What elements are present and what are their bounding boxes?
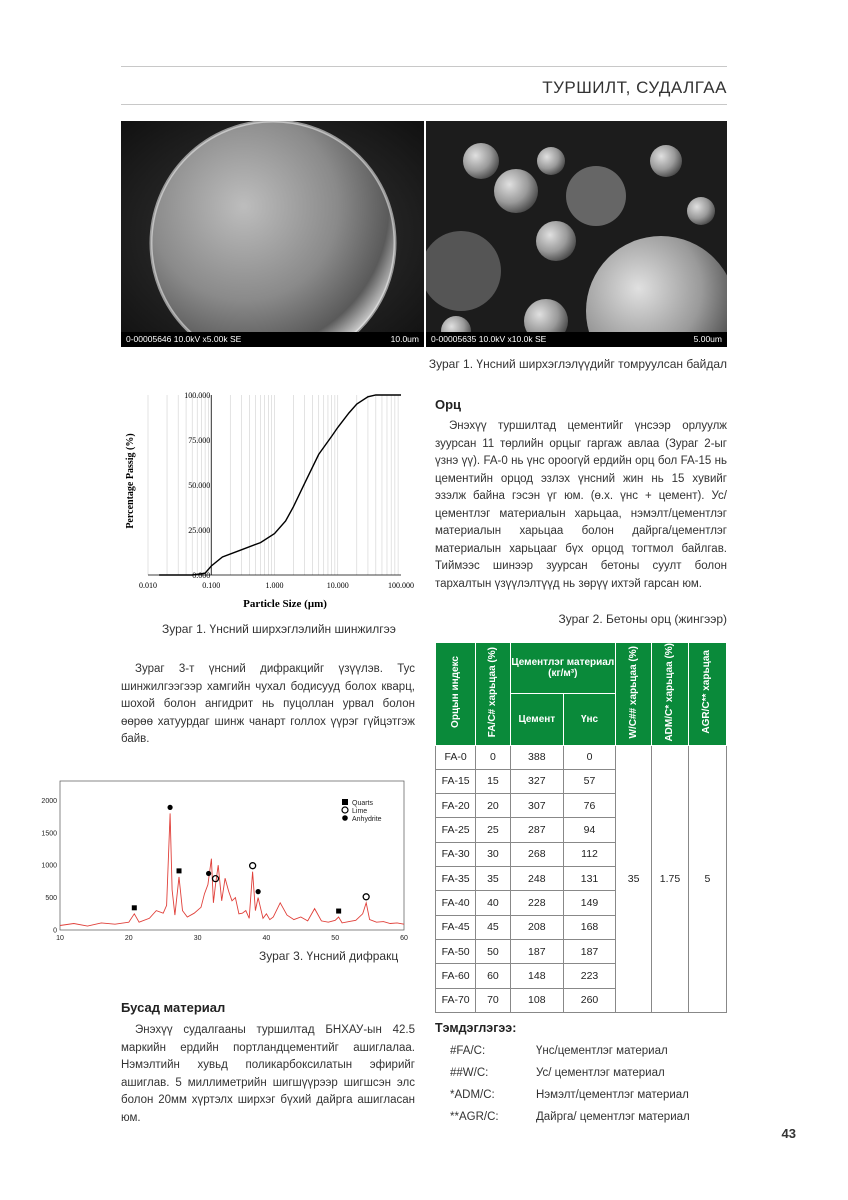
y-tick-label: 0 bbox=[53, 927, 57, 935]
cell-wc: 35 bbox=[615, 745, 651, 1012]
figure-caption-psd: Зураг 1. Үнсний ширхэглэлийн шинжилгээ bbox=[162, 622, 396, 636]
x-tick-label: 10 bbox=[56, 935, 64, 942]
cell-cement: 108 bbox=[510, 988, 563, 1012]
legend-marker-quarts bbox=[342, 799, 348, 805]
paragraph-xrd: Зураг 3-т үнсний дифракцийг үзүүлэв. Тус шинжилгээгээр хамгийн чухал бодисууд болох кварц, шохой болон ангидрит нь пуцоллан урвал болон өөрөө хатуурдаг шинж чанарт голлох үүрэг гүйцэтгэж байв. bbox=[121, 663, 415, 745]
note-key: *ADM/C: bbox=[450, 1089, 495, 1101]
cell-fa: 20 bbox=[476, 794, 510, 818]
cell-agr: 5 bbox=[688, 745, 726, 1012]
xrd-chart bbox=[32, 778, 416, 950]
th-fa: FA/C# харьцаа (%) bbox=[476, 643, 510, 746]
cell-ash: 223 bbox=[564, 964, 616, 988]
y-axis-label: Percentage Passig (%) bbox=[125, 433, 136, 529]
cell-ash: 94 bbox=[564, 818, 616, 842]
note-value: Ус/ цементлэг материал bbox=[536, 1067, 665, 1079]
y-tick-label: 1500 bbox=[41, 830, 57, 838]
heading-other-materials: Бусад материал bbox=[121, 1000, 226, 1015]
x-tick-label: 30 bbox=[193, 935, 202, 942]
cell-fa: 45 bbox=[476, 915, 510, 939]
marker-lime bbox=[250, 863, 256, 869]
sem-label: 0-00005646 10.0kV x5.00k SE bbox=[126, 334, 242, 344]
note-key: #FA/C: bbox=[450, 1045, 486, 1057]
sem-scale: 5.00um bbox=[693, 334, 722, 344]
cell-fa: 60 bbox=[476, 964, 510, 988]
notes-title: Тэмдэглэгээ: bbox=[435, 1021, 517, 1035]
page-number: 43 bbox=[781, 1126, 796, 1141]
legend-marker-anhydrite bbox=[342, 815, 348, 821]
section-title: ТУРШИЛТ, СУДАЛГАА bbox=[542, 78, 727, 97]
th-ash: Үнс bbox=[564, 694, 616, 745]
cell-ash: 260 bbox=[564, 988, 616, 1012]
th-adm: ADM/C* харьцаа (%) bbox=[652, 643, 689, 746]
figure-caption-xrd: Зураг 3. Үнсний дифракц bbox=[259, 949, 399, 963]
cell-index: FA-25 bbox=[436, 818, 476, 842]
note-item bbox=[450, 1089, 690, 1111]
paragraph-mix: Энэхүү туршилтад цементийг үнсээр орлуулж зуурсан 11 төрлийн орцыг гаргаж авлаа (Зураг 2-ыг үзнэ үү). FA-0 нь үнс ороогүй ердийн орц бол FA-15 нь цементийн орцод эзлэх үнсний жин нь 15 хувийг эзэлж байна гэсэн үг юм. (ө.х. үнс + цемент). Ус/цементлэг материалын харьцаа, нэмэлт/цементлэг материалын харьцаа болон дайрга/цементлэг материалын харьцааг бүх орцод тогтмол байлгав. Тиймээс шинээр зуурсан бетоны суулт болон тархалтын үзүүлэлтүүд нь зөрүү ихтэй гарсан юм. bbox=[435, 420, 727, 590]
x-tick-label: 50 bbox=[331, 935, 340, 942]
mix-table bbox=[435, 642, 727, 1013]
x-tick-label: 10.000 bbox=[326, 581, 349, 590]
cell-cement: 187 bbox=[510, 939, 563, 963]
cell-index: FA-15 bbox=[436, 769, 476, 793]
marker-quarts bbox=[132, 905, 137, 910]
cell-cement: 208 bbox=[510, 915, 563, 939]
cell-index: FA-45 bbox=[436, 915, 476, 939]
marker-lime bbox=[212, 876, 218, 882]
cell-index: FA-70 bbox=[436, 988, 476, 1012]
note-value: Үнс/цементлэг материал bbox=[536, 1045, 668, 1057]
sem-scale: 10.0um bbox=[390, 334, 419, 344]
x-tick-labels bbox=[56, 935, 408, 942]
cell-cement: 228 bbox=[510, 891, 563, 915]
cell-fa: 15 bbox=[476, 769, 510, 793]
legend-quarts: Quarts bbox=[352, 800, 374, 807]
cell-fa: 50 bbox=[476, 939, 510, 963]
th-cement: Цемент bbox=[510, 694, 563, 745]
x-tick-labels bbox=[139, 581, 414, 590]
heading-mix: Орц bbox=[435, 397, 462, 412]
legend-marker-lime bbox=[342, 807, 348, 813]
x-tick-label: 100.000 bbox=[388, 581, 414, 590]
y-tick-label: 100.000 bbox=[184, 391, 211, 400]
x-tick-label: 40 bbox=[262, 935, 271, 942]
notes-list bbox=[450, 1045, 690, 1133]
note-item bbox=[450, 1045, 690, 1067]
x-tick-label: 60 bbox=[400, 935, 408, 942]
cell-cement: 268 bbox=[510, 842, 563, 866]
cell-index: FA-60 bbox=[436, 964, 476, 988]
cell-fa: 70 bbox=[476, 988, 510, 1012]
y-tick-label: 75.000 bbox=[188, 436, 211, 445]
table-caption: Зураг 2. Бетоны орц (жингээр) bbox=[558, 612, 727, 626]
x-axis-label: Particle Size (μm) bbox=[243, 598, 327, 610]
legend-lime: Lime bbox=[352, 808, 368, 815]
y-tick-label: 50.000 bbox=[188, 481, 211, 490]
cell-index: FA-20 bbox=[436, 794, 476, 818]
note-value: Дайрга/ цементлэг материал bbox=[536, 1111, 690, 1123]
cell-ash: 187 bbox=[564, 939, 616, 963]
chart-legend bbox=[342, 799, 382, 823]
cell-cement: 287 bbox=[510, 818, 563, 842]
cell-ash: 0 bbox=[564, 745, 616, 769]
note-item bbox=[450, 1111, 690, 1133]
y-tick-labels bbox=[41, 798, 57, 935]
x-tick-label: 20 bbox=[124, 935, 133, 942]
cell-ash: 112 bbox=[564, 842, 616, 866]
sem-info-bar bbox=[121, 332, 424, 347]
marker-anhydrite bbox=[206, 871, 211, 876]
y-tick-label: 1000 bbox=[41, 862, 57, 870]
cell-index: FA-40 bbox=[436, 891, 476, 915]
sem-photo-particle bbox=[121, 121, 424, 347]
cell-ash: 168 bbox=[564, 915, 616, 939]
cell-adm: 1.75 bbox=[652, 745, 689, 1012]
sem-label: 0-00005635 10.0kV x10.0k SE bbox=[431, 334, 547, 344]
sem-image-1 bbox=[121, 121, 424, 347]
cell-index: FA-50 bbox=[436, 939, 476, 963]
cell-ash: 131 bbox=[564, 867, 616, 891]
cell-cement: 388 bbox=[510, 745, 563, 769]
cell-ash: 76 bbox=[564, 794, 616, 818]
y-tick-label: 2000 bbox=[41, 797, 57, 805]
cell-ash: 149 bbox=[564, 891, 616, 915]
th-wc: W/C## харьцаа (%) bbox=[615, 643, 651, 746]
series-line bbox=[60, 813, 404, 926]
x-tick-label: 1.000 bbox=[265, 581, 284, 590]
table-row bbox=[436, 745, 727, 769]
paragraph-other-materials: Энэхүү судалгааны туршилтад БНХАУ-ын 42.5 маркийн ердийн портландцементийг ашиглалаа. Нэмэлтийн хувьд поликарбоксилатын эфирийг ашиглав. 5 миллиметрийн шигшүүрээр шигшсэн элс болон 20мм хүртэлх ширхэг бүхий дайрга ашигласан юм. bbox=[121, 1024, 415, 1124]
mix-table-body bbox=[436, 745, 727, 1012]
y-tick-label: 0.000 bbox=[192, 571, 211, 580]
cell-index: FA-0 bbox=[436, 745, 476, 769]
cell-fa: 30 bbox=[476, 842, 510, 866]
legend-anhydrite: Anhydrite bbox=[352, 816, 382, 823]
cell-cement: 148 bbox=[510, 964, 563, 988]
cell-cement: 327 bbox=[510, 769, 563, 793]
chart-gridlines bbox=[148, 395, 398, 575]
sem-image-2 bbox=[426, 121, 727, 347]
header-bottom-rule bbox=[121, 104, 727, 105]
note-value: Нэмэлт/цементлэг материал bbox=[536, 1089, 689, 1101]
particle-size-chart bbox=[121, 386, 421, 612]
th-index: Орцын индекс bbox=[436, 643, 476, 746]
header-top-rule bbox=[121, 66, 727, 67]
cell-fa: 0 bbox=[476, 745, 510, 769]
cell-index: FA-35 bbox=[436, 867, 476, 891]
note-item bbox=[450, 1067, 690, 1089]
cell-cement: 248 bbox=[510, 867, 563, 891]
marker-anhydrite bbox=[256, 889, 261, 894]
cell-index: FA-30 bbox=[436, 842, 476, 866]
note-key: ##W/C: bbox=[450, 1067, 489, 1079]
marker-quarts bbox=[177, 868, 182, 873]
y-tick-label: 25.000 bbox=[188, 526, 211, 535]
marker-lime bbox=[363, 894, 369, 900]
sem-photo-cluster bbox=[426, 121, 727, 347]
th-cement-group: Цементлэг материал (кг/м³) bbox=[510, 643, 615, 694]
marker-anhydrite bbox=[167, 805, 172, 810]
x-tick-label: 0.010 bbox=[139, 581, 157, 590]
cell-ash: 57 bbox=[564, 769, 616, 793]
cell-cement: 307 bbox=[510, 794, 563, 818]
y-tick-label: 500 bbox=[45, 895, 57, 903]
sem-info-bar bbox=[426, 332, 727, 347]
x-tick-label: 0.100 bbox=[202, 581, 221, 590]
figure-caption-sem: Зураг 1. Үнсний ширхэглэлүүдийг томруулсан байдал bbox=[428, 357, 727, 371]
marker-quarts bbox=[336, 909, 341, 914]
cell-fa: 35 bbox=[476, 867, 510, 891]
th-agr: AGR/C** харьцаа bbox=[688, 643, 726, 746]
cell-fa: 25 bbox=[476, 818, 510, 842]
note-key: **AGR/C: bbox=[450, 1111, 499, 1123]
cell-fa: 40 bbox=[476, 891, 510, 915]
